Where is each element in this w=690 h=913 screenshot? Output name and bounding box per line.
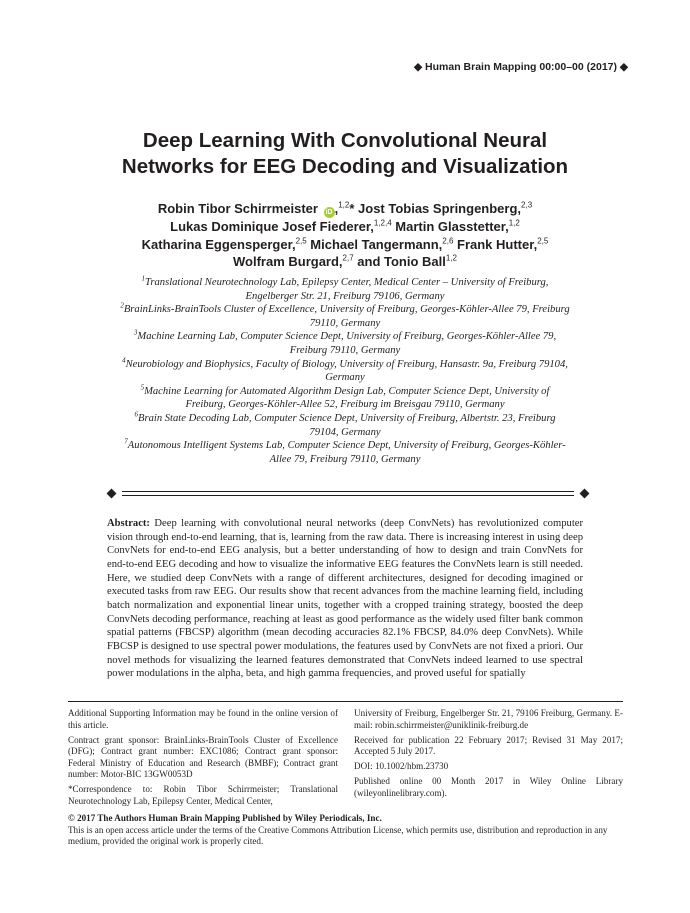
author-name[interactable]: Michael Tangermann, xyxy=(306,236,443,252)
corresponding-mark: * xyxy=(349,201,355,216)
affiliation-item xyxy=(120,358,570,385)
affiliation-text: BrainLinks-BrainTools Cluster of Excellence, University of Freiburg, Georges-Köhler-Allee 79, Freiburg 79110, Germany xyxy=(123,304,570,329)
affiliation-text: Brain State Decoding Lab, Computer Science Dept, University of Freiburg, Albertstr. 23, Freiburg 79104, Germany xyxy=(137,412,556,438)
author-line-4 xyxy=(0,253,690,271)
journal-header: ◆ Human Brain Mapping 00:00–00 (2017) ◆ xyxy=(414,61,628,73)
author-affil-sup: 1,2 xyxy=(338,200,350,210)
license-text: This is an open access article under the terms of the Creative Commons Attribution License, which permits use, distribution and reproduction in any medium, provided the original work is properly cited. xyxy=(68,824,608,846)
affiliation-text: Translational Neurotechnology Lab, Epilepsy Center, Medical Center – University of Freiburg, Engelberger Str. 21, Freiburg 79106, Germany xyxy=(145,277,549,302)
author-affil-sup: 2,5 xyxy=(295,236,307,246)
affiliation-item xyxy=(120,276,570,303)
author-list xyxy=(0,200,690,271)
divider-line-top xyxy=(122,491,574,492)
affiliation-number: 1 xyxy=(141,274,146,283)
section-divider xyxy=(108,490,588,500)
affiliation-text: Machine Learning for Automated Algorithm Design Lab, Computer Science Dept, University of Freiburg, Georges-Köhler-Allee 52, Freiburg im Breisgau 79110, Germany xyxy=(144,385,550,411)
author-name[interactable]: Lukas Dominique Josef Fiederer, xyxy=(170,219,374,234)
divider-line-bottom xyxy=(122,495,574,496)
affiliations xyxy=(120,276,570,466)
copyright-notice xyxy=(68,813,628,848)
footnote-rule xyxy=(68,701,623,702)
paper-title xyxy=(0,128,690,180)
author-name[interactable]: Frank Hutter, xyxy=(453,236,538,252)
author-affil-sup: 2,7 xyxy=(342,253,354,263)
author-name[interactable]: Jost Tobias Springenberg, xyxy=(354,201,522,216)
affiliation-number: 7 xyxy=(124,437,128,446)
author-name[interactable]: Martin Glasstetter, xyxy=(391,219,509,234)
affiliation-item xyxy=(120,385,570,412)
author-affil-sup: 2,5 xyxy=(537,236,549,246)
copyright-line: © 2017 The Authors Human Brain Mapping Published by Wiley Periodicals, Inc. xyxy=(68,813,382,823)
title-line-2: Networks for EEG Decoding and Visualization xyxy=(121,155,569,178)
affiliation-number: 5 xyxy=(140,383,145,392)
author-line-1: Robin Tibor Schirrmeister iD ,$^{1,2}$* Jost Tobias Springenberg,$^{2,3}$ xyxy=(157,200,533,216)
affiliation-number: 6 xyxy=(134,410,138,419)
affiliation-number: 2 xyxy=(120,301,124,310)
footnote-doi[interactable]: DOI: 10.1002/hbm.23730 xyxy=(354,761,449,771)
affiliation-item xyxy=(120,330,570,357)
author-affil-sup: 1,2,4 xyxy=(373,218,392,228)
author-name[interactable]: Katharina Eggensperger, xyxy=(141,236,296,252)
footnote-grants: Contract grant sponsor: BrainLinks-BrainTools Cluster of Excellence (DFG); Contract grant number: EXC1086; Contract grant sponsor: Federal Ministry of Education and Research (BMBF); Contract grant number: Motor-BIC 13GW0053D xyxy=(68,734,338,779)
affiliation-item xyxy=(120,412,570,439)
affiliation-number: 4 xyxy=(122,356,126,365)
affiliation-text: Autonomous Intelligent Systems Lab, Computer Science Dept, University of Freiburg, Georges-Köhler-Allee 79, Freiburg 79110, Germany xyxy=(127,440,566,465)
abstract-label: Abstract: xyxy=(107,518,150,529)
affiliation-text: Neurobiology and Biophysics, Faculty of Biology, University of Freiburg, Hansastr. 9a, Freiburg 79104, Germany xyxy=(125,358,568,384)
footnotes-left-column xyxy=(68,708,338,811)
author-affil-sup: 2,3 xyxy=(521,200,533,210)
abstract xyxy=(107,517,583,681)
author-name[interactable]: and Tonio Ball xyxy=(353,254,446,269)
diamond-left-icon xyxy=(107,489,117,499)
footnote-address-email[interactable]: University of Freiburg, Engelberger Str. 21, 79106 Freiburg, Germany. E-mail: robin.schirrmeister@uniklinik-freiburg.de xyxy=(354,708,623,730)
title-line-1: Deep Learning With Convolutional Neural xyxy=(142,129,548,152)
affiliation-item xyxy=(120,439,570,466)
footnotes-right-column xyxy=(354,708,623,803)
author-line-3 xyxy=(0,236,690,254)
diamond-right-icon xyxy=(580,489,590,499)
footnote-received-dates: Received for publication 22 February 2017; Revised 31 May 2017; Accepted 5 July 2017. xyxy=(354,734,623,756)
author-name[interactable]: Robin Tibor Schirrmeister xyxy=(157,201,318,216)
author-affil-sup: 2,6 xyxy=(442,236,454,246)
orcid-icon[interactable]: iD xyxy=(325,209,333,216)
author-affil-sup: 1,2 xyxy=(445,253,457,263)
affiliation-item xyxy=(120,303,570,330)
affiliation-number: 3 xyxy=(133,328,138,337)
affiliation-text: Machine Learning Lab, Computer Science Dept, University of Freiburg, Georges-Köhler-Allee 79, Freiburg 79110, Germany xyxy=(137,331,557,356)
footnote-published-online[interactable]: Published online 00 Month 2017 in Wiley Online Library (wileyonlinelibrary.com). xyxy=(354,776,623,798)
author-affil-sup: 1,2 xyxy=(508,218,520,228)
footnote-supporting-info: Additional Supporting Information may be found in the online version of this article. xyxy=(68,708,338,730)
author-name[interactable]: Wolfram Burgard, xyxy=(232,254,343,269)
abstract-text: Deep learning with convolutional neural networks (deep ConvNets) has revolutionized computer vision through end-to-end learning, that is, learning from the raw data. There is increasing interest in using deep ConvNets for end-to-end EEG analysis, but a better understanding of how to design and train ConvNets for end-to-end EEG decoding and how to visualize the informative EEG features the ConvNets learn is still needed. Here, we studied deep ConvNets with a range of different architectures, designed for decoding imagined or executed tasks from raw EEG. Our results show that recent advances from the machine learning field, including batch normalization and exponential linear units, together with a cropped training strategy, boosted the deep ConvNets decoding performance, reaching at least as good performance as the widely used filter bank common spatial patterns (FBCSP) algorithm (mean decoding accuracies 82.1% FBCSP, 84.0% deep ConvNets). While FBCSP is designed to use spectral power modulations, the features used by ConvNets are not fixed a priori. Our novel methods for visualizing the learned features demonstrated that ConvNets indeed learned to use spectral power modulations in the alpha, beta, and high gamma frequencies, and proved useful for spatially xyxy=(107,518,583,680)
footnote-correspondence: *Correspondence to: Robin Tibor Schirrmeister; Translational Neurotechnology Lab, Epilepsy Center, Medical Center, xyxy=(68,784,338,806)
author-line-2 xyxy=(0,218,690,236)
